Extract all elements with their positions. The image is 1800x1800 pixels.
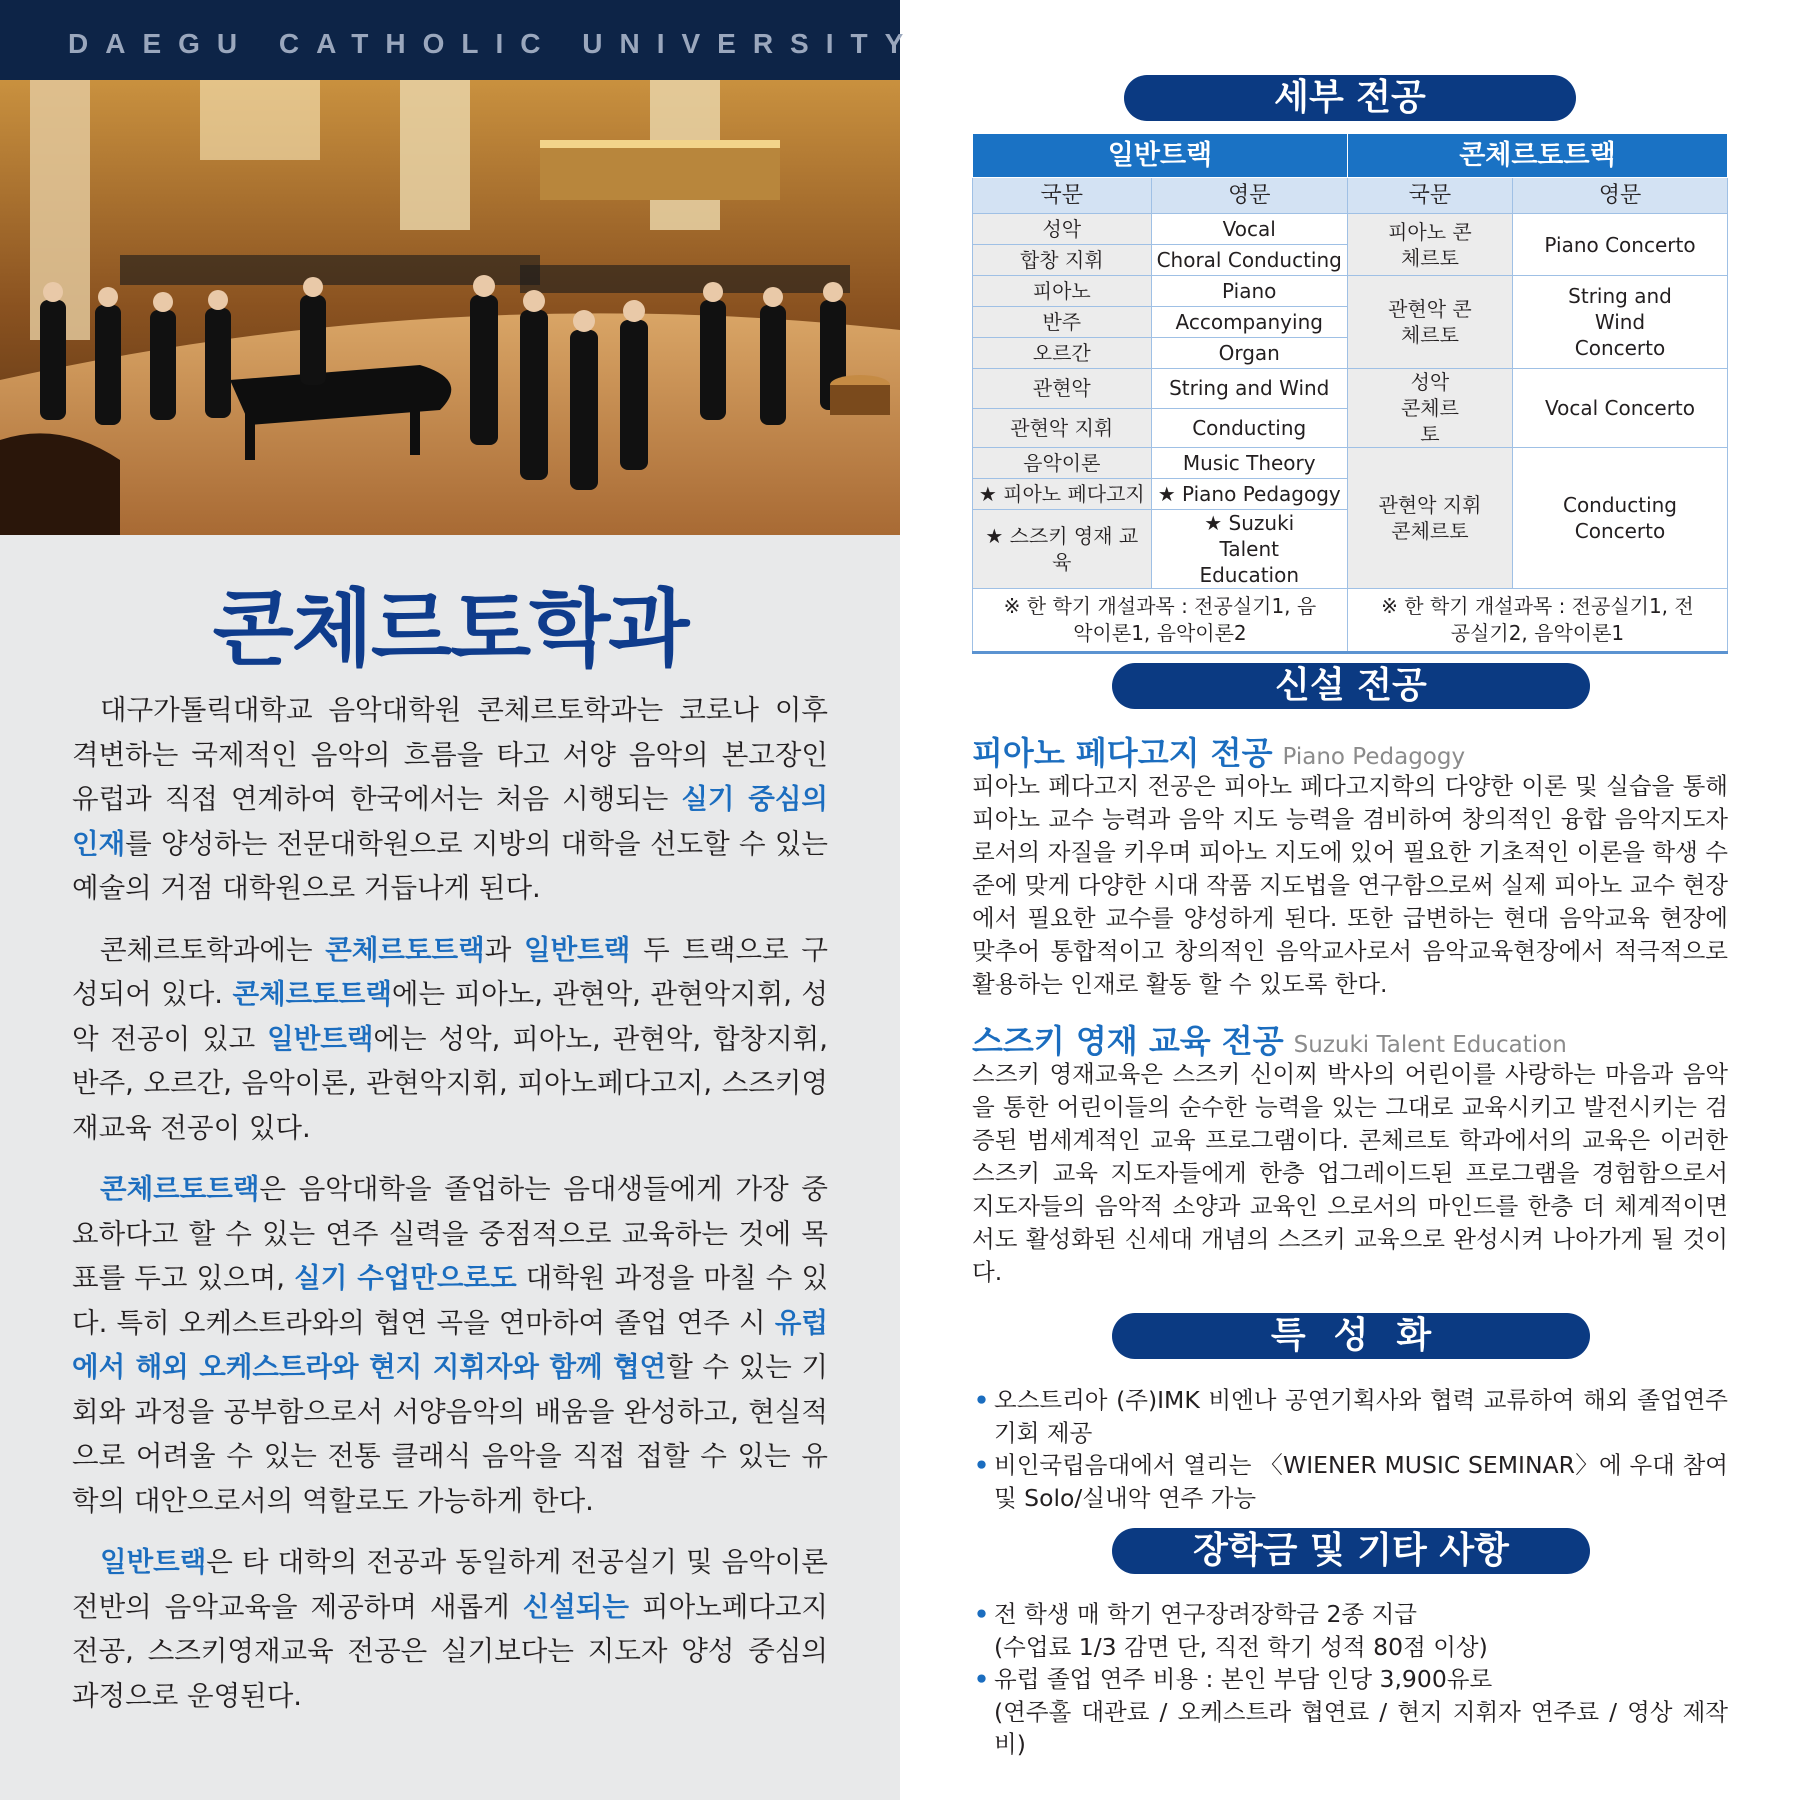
highlight: 일반트랙: [100, 1546, 207, 1578]
specialization-list: [972, 1384, 1728, 1514]
department-title: 콘체르토학과: [212, 580, 688, 678]
pedagogy-title-ko: 피아노 페다고지 전공: [972, 734, 1273, 772]
general-ko-cell: ★ 스즈키 영재 교육: [973, 510, 1152, 589]
general-en-cell: String and Wind: [1151, 369, 1347, 409]
intro-paragraph-4: [72, 1540, 828, 1718]
orchestra-illustration: [0, 80, 900, 535]
table-note-row: [973, 589, 1728, 653]
highlight: 일반트랙: [267, 1022, 374, 1055]
general-en-cell: Conducting: [1151, 408, 1347, 448]
pedagogy-description: 피아노 페다고지 전공은 피아노 페다고지학의 다양한 이론 및 실습을 통해 피아노 교수 능력과 음악 지도 능력을 겸비하여 창의적인 융합 음악지도자로서의 자질을 키우며 피아노 지도에 있어 필요한 기초적인 이론을 학생 수준에 맞게 다양한 시대 작품 지도법을 연구함으로써 실제 피아노 교수 현장에서 필요한 교수를 양성하게 된다. 또한 급변하는 현대 음악교육 현장에 맞추어 통합적이고 창의적인 음악교사로서 음악교육현장에서 적극적으로 활용하는 인재로 활동 할 수 있도록 한다.: [972, 772, 1728, 998]
concerto-ko-cell: 관현악 지휘 콘체르토: [1347, 448, 1512, 589]
text-run: 과: [484, 933, 525, 966]
concerto-track-header: 콘체르토트랙: [1347, 134, 1727, 178]
highlight: 콘체르토트랙: [232, 978, 392, 1010]
highlight: 콘체르토트랙: [325, 933, 485, 966]
concerto-ko-cell: 피아노 콘체르토: [1347, 214, 1512, 276]
text-run: 콘체르토학과에는: [100, 933, 326, 966]
table-subheader-row: [973, 178, 1728, 214]
intro-paragraph-3: [72, 1167, 828, 1523]
general-ko-cell: 관현악: [973, 369, 1152, 409]
col-ko: 국문: [1347, 178, 1512, 214]
text-run: 할 수 있는 기회와 과정을 공부함으로서 서양음악의 배움을 완성하고, 현실적으로 어려울 수 있는 전통 클래식 음악을 직접 접할 수 있는 유학의 대안으로서의 역할로도 가능하게 한다.: [72, 1351, 828, 1517]
list-item: • 오스트리아 (주)IMK 비엔나 공연기획사와 협력 교류하여 해외 졸업연주 기회 제공: [972, 1384, 1728, 1449]
text-run: 두 트랙으로 구성되어 있다.: [72, 933, 828, 1010]
item-sub: (수업료 1/3 감면 단, 직전 학기 성적 80점 이상): [994, 1632, 1488, 1661]
highlight: 일반트랙: [524, 933, 631, 966]
general-en-cell: Accompanying: [1151, 307, 1347, 338]
col-en: 영문: [1512, 178, 1727, 214]
item-main: 유럽 졸업 연주 비용 : 본인 부담 인당 3,900유로: [994, 1665, 1493, 1693]
concert-hall-photo: [0, 80, 900, 535]
general-ko-cell: 관현악 지휘: [973, 408, 1152, 448]
highlight: 실기 수업만으로도: [294, 1262, 517, 1294]
majors-table: [972, 133, 1728, 654]
table-row: [973, 369, 1728, 409]
concerto-en-cell: Vocal Concerto: [1512, 369, 1727, 448]
table-row: [973, 214, 1728, 245]
list-item: • 비인국립음대에서 열리는 〈WIENER MUSIC SEMINAR〉에 우대 참여 및 Solo/실내악 연주 가능: [972, 1449, 1728, 1514]
concerto-ko-cell: 관현악 콘체르토: [1347, 276, 1512, 369]
general-ko-cell: 합창 지휘: [973, 245, 1152, 276]
intro-paragraph-1: [72, 688, 828, 911]
general-track-note: ※ 한 학기 개설과목 : 전공실기1, 음악이론1, 음악이론2: [973, 589, 1348, 653]
general-en-cell: Piano: [1151, 276, 1347, 307]
concerto-en-cell: String and Wind Concerto: [1512, 276, 1727, 369]
table-row: [973, 276, 1728, 307]
general-ko-cell: 피아노: [973, 276, 1152, 307]
text-run: 를 양성하는 전문대학원으로 지방의 대학을 선도할 수 있는 예술의 거점 대학원으로 거듭나게 된다.: [72, 827, 828, 904]
intro-paragraph-2: [72, 928, 828, 1151]
suzuki-heading: [972, 1016, 1567, 1062]
text-run: 은 음악대학을 졸업하는 음대생들에게 가장 중요하다고 할 수 있는 연주 실력을 중점적으로 교육하는 것에 목표를 두고 있으며,: [72, 1173, 828, 1294]
general-ko-cell: 성악: [973, 214, 1152, 245]
general-en-cell: Music Theory: [1151, 448, 1347, 479]
general-ko-cell: 음악이론: [973, 448, 1152, 479]
intro-text: [72, 688, 828, 1735]
table-track-row: [973, 134, 1728, 178]
list-item: [972, 1598, 1728, 1663]
table-row: [973, 448, 1728, 479]
suzuki-title-ko: 스즈키 영재 교육 전공: [972, 1022, 1284, 1060]
general-en-cell: Choral Conducting: [1151, 245, 1347, 276]
general-en-cell: ★ Suzuki Talent Education: [1151, 510, 1347, 589]
general-ko-cell: 반주: [973, 307, 1152, 338]
university-name: DAEGU CATHOLIC UNIVERSITY: [68, 28, 921, 59]
majors-heading: 세부 전공: [1124, 75, 1576, 121]
general-track-header: 일반트랙: [973, 134, 1348, 178]
specialization-heading: 특성화: [1112, 1313, 1590, 1359]
text-run: 대학원 과정을 마칠 수 있다. 특히 오케스트라와의 협연 곡을 연마하여 졸업 연주 시: [72, 1262, 829, 1339]
general-en-cell: ★ Piano Pedagogy: [1151, 479, 1347, 510]
concerto-en-cell: Piano Concerto: [1512, 214, 1727, 276]
general-ko-cell: ★ 피아노 페다고지: [973, 479, 1152, 510]
general-en-cell: Organ: [1151, 338, 1347, 369]
text-run: 피아노페다고지 전공, 스즈키영재교육 전공은 실기보다는 지도자 양성 중심의 과정으로 운영된다.: [72, 1590, 828, 1712]
pedagogy-heading: [972, 728, 1465, 774]
suzuki-description: 스즈키 영재교육은 스즈키 신이찌 박사의 어린이를 사랑하는 마음과 음악을 통한 어린이들의 순수한 능력을 있는 그대로 교육시키고 발전시키는 검증된 범세계적인 교육 프로그램이다. 콘체르토 학과에서의 교육은 이러한 스즈키 교육 지도자들에게 한층 업그레이드된 프로그램을 경험함으로서 지도자들의 음악적 소양과 교육인 으로서의 마인드를 한층 더 체계적이면서도 활성화된 신세대 개념의 스즈키 교육으로 완성시켜 나아가게 될 것이다.: [972, 1060, 1728, 1286]
text-run: 에는 피아노, 관현악, 관현악지휘, 성악 전공이 있고: [72, 978, 828, 1055]
highlight: 콘체르토트랙: [100, 1173, 260, 1205]
highlight: 유럽에서 해외 오케스트라와 현지 지휘자와 함께 협연: [72, 1306, 828, 1383]
scholarship-heading: 장학금 및 기타 사항: [1112, 1528, 1590, 1574]
university-header-bar: [0, 0, 921, 80]
highlight: 신설되는: [522, 1590, 629, 1623]
scholarship-list: [972, 1598, 1728, 1761]
col-ko: 국문: [973, 178, 1152, 214]
text-run: 에는 성악, 피아노, 관현악, 합창지휘, 반주, 오르간, 음악이론, 관현악지휘, 피아노페다고지, 스즈키영재교육 전공이 있다.: [72, 1022, 828, 1144]
concerto-en-cell: Conducting Concerto: [1512, 448, 1727, 589]
col-en: 영문: [1151, 178, 1347, 214]
item-sub: (연주홀 대관료 / 오케스트라 협연료 / 현지 지휘자 연주료 / 영상 제작비): [994, 1697, 1728, 1758]
list-item: [972, 1663, 1728, 1761]
pedagogy-title-en: Piano Pedagogy: [1282, 744, 1466, 770]
new-majors-heading: 신설 전공: [1112, 663, 1590, 709]
right-panel: [972, 0, 1728, 1800]
text-run: 은 타 대학의 전공과 동일하게 전공실기 및 음악이론 전반의 음악교육을 제공하며 새롭게: [72, 1546, 828, 1623]
general-en-cell: Vocal: [1151, 214, 1347, 245]
text-run: 대구가톨릭대학교 음악대학원 콘체르토학과는 코로나 이후 격변하는 국제적인 음악의 흐름을 타고 서양 음악의 본고장인 유럽과 직접 연계하여 한국에서는 처음 시행되는: [72, 694, 828, 815]
general-ko-cell: 오르간: [973, 338, 1152, 369]
suzuki-title-en: Suzuki Talent Education: [1293, 1032, 1567, 1058]
concerto-track-note: ※ 한 학기 개설과목 : 전공실기1, 전공실기2, 음악이론1: [1347, 589, 1727, 653]
concerto-ko-cell: 성악 콘체르토: [1347, 369, 1512, 448]
item-main: 전 학생 매 학기 연구장려장학금 2종 지급: [994, 1600, 1417, 1628]
highlight: 실기 중심의 인재: [72, 783, 828, 860]
